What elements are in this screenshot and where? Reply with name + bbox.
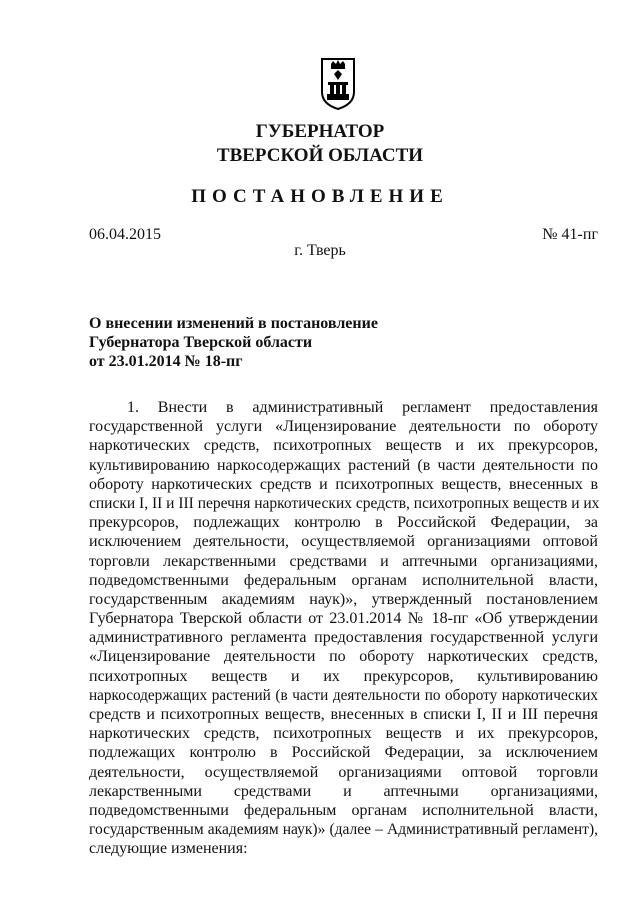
body-line: государственной услуги «Лицензирование деятельности по обороту (89, 418, 598, 436)
body-line: наркотических средств, психотропных веществ и их прекурсоров, (89, 725, 598, 743)
body-line: «Лицензирование деятельности по обороту наркотических средств, (89, 648, 598, 666)
subject-line: Губернатора Тверской области (89, 334, 313, 351)
body-line: подведомственными федеральным органам исполнительной власти, (89, 571, 598, 589)
body-line: административного регламента предоставления государственной услуги (89, 629, 598, 647)
issuer-title-line2: ТВЕРСКОЙ ОБЛАСТИ (216, 145, 424, 166)
subject-line: О внесении изменений в постановление (89, 315, 378, 332)
body-line: исключением деятельности, осуществляемой организациями оптовой (89, 533, 598, 551)
body-line: 1. Внести в административный регламент предоставления (127, 399, 598, 416)
document-number: № 41-пг (542, 226, 598, 243)
body-line: деятельности, осуществляемой организациями оптовой торговли (89, 763, 598, 781)
body-line: торговли лекарственными средствами и аптечными организациями, (89, 552, 598, 570)
body-line: прекурсоров, подлежащих контролю в Российской Федерации, за (89, 514, 598, 532)
body-line: лекарственными средствами и аптечными организациями, (89, 782, 598, 800)
document-city: г. Тверь (294, 242, 346, 259)
subject-line: от 23.01.2014 № 18-пг (89, 353, 243, 370)
document-subject (89, 314, 378, 371)
issuer-title-line1: ГУБЕРНАТОР (255, 121, 385, 142)
body-line: государственным академиям наук)», утвержденный постановлением (89, 590, 598, 608)
body-line: средств и психотропных веществ, внесенных в списки I, II и III перечня (89, 706, 598, 723)
body-line: Губернатора Тверской области от 23.01.2014 № 18-пг «Об утверждении (89, 610, 598, 628)
body-line: наркотических средств, психотропных веществ и их прекурсоров, (89, 437, 598, 455)
body-line: следующие изменения: (89, 840, 248, 858)
body-line: обороту наркотических средств и психотропных веществ, внесенных в (89, 475, 598, 493)
body-line: государственным академиям наук)» (далее – Административный регламент), (89, 821, 598, 839)
document-date: 06.04.2015 (89, 226, 161, 243)
document-type-heading: ПОСТАНОВЛЕНИЕ (191, 186, 449, 207)
coat-of-arms-emblem (321, 58, 355, 110)
body-line: списки I, II и III перечня наркотических средств, психотропных веществ и их (89, 494, 600, 512)
body-line: наркосодержащих растений (в части деятельности по обороту наркотических (89, 686, 598, 704)
body-line: психотропных веществ и их прекурсоров, культивированию (89, 667, 598, 685)
body-line: подлежащих контролю в Российской Федерации, за исключением (89, 744, 598, 762)
document-body-paragraph (89, 398, 598, 859)
body-line: подведомственными федеральным органам исполнительной власти, (89, 801, 598, 819)
body-line: культивированию наркосодержащих растений (в части деятельности по (89, 456, 598, 474)
